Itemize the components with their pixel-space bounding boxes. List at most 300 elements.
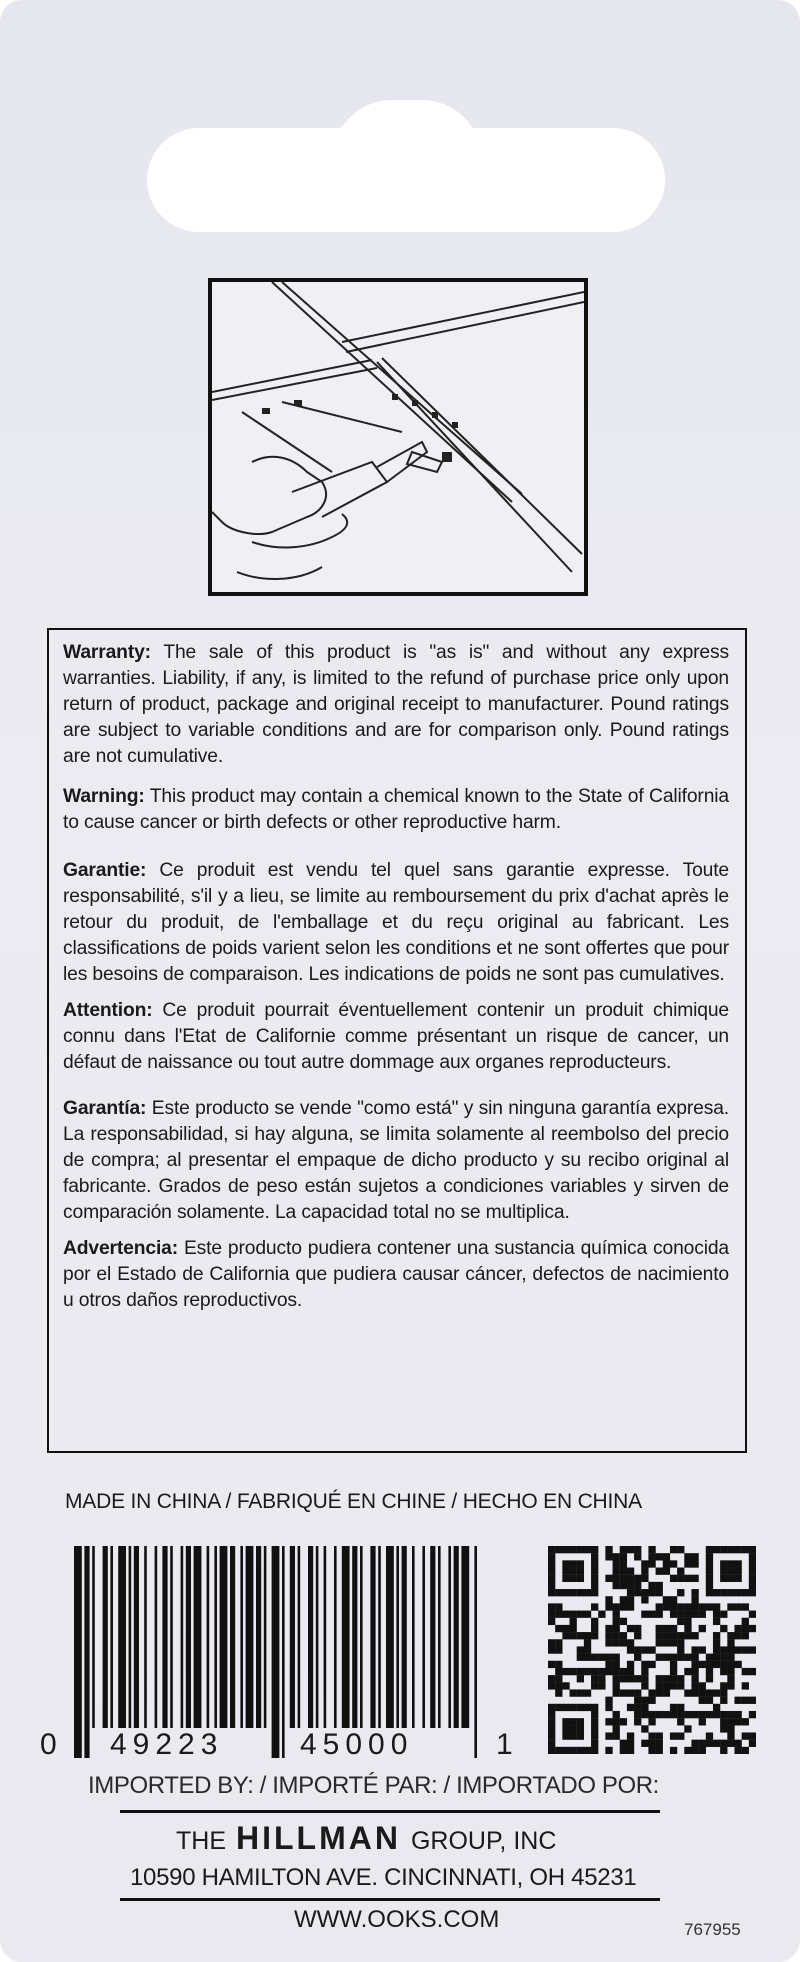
qr-module <box>627 1582 634 1589</box>
qr-module <box>720 1747 727 1754</box>
qr-module <box>734 1546 741 1553</box>
barcode-bar <box>162 1546 167 1728</box>
qr-module <box>684 1654 691 1661</box>
qr-module <box>634 1632 641 1639</box>
qr-module <box>641 1740 648 1747</box>
qr-module <box>570 1704 577 1711</box>
qr-module <box>691 1675 698 1682</box>
paragraph-text: Este producto pudiera contener una sustancia química conocida por el Estado de California que pudiera causar cáncer, defectos de nacimiento u otros daños reproductivos. <box>63 1238 729 1311</box>
paragraph-text: This product may contain a chemical known to the State of California to cause cancer or birth defects or other reproductive harm. <box>63 786 729 833</box>
barcode-bar <box>290 1546 295 1728</box>
qr-module <box>641 1675 648 1682</box>
qr-module <box>598 1675 605 1682</box>
qr-module <box>691 1589 698 1596</box>
barcode-bar <box>240 1546 243 1728</box>
qr-module <box>598 1682 605 1689</box>
qr-module <box>656 1625 663 1632</box>
qr-module <box>555 1546 562 1553</box>
qr-module <box>562 1718 569 1725</box>
barcode-bar <box>194 1546 202 1728</box>
qr-module <box>727 1632 734 1639</box>
qr-module <box>584 1654 591 1661</box>
barcode-bar <box>412 1546 415 1728</box>
qr-module <box>584 1546 591 1553</box>
barcode-bar <box>370 1546 375 1728</box>
qr-module <box>663 1625 670 1632</box>
qr-module <box>749 1732 756 1739</box>
qr-module <box>620 1553 627 1560</box>
qr-module <box>727 1675 734 1682</box>
qr-module <box>699 1661 706 1668</box>
qr-module <box>713 1603 720 1610</box>
qr-module <box>699 1646 706 1653</box>
qr-module <box>648 1546 655 1553</box>
qr-module <box>634 1546 641 1553</box>
qr-module <box>706 1582 713 1589</box>
qr-module <box>734 1740 741 1747</box>
qr-module <box>727 1668 734 1675</box>
qr-module <box>734 1632 741 1639</box>
qr-module <box>677 1546 684 1553</box>
qr-module <box>656 1654 663 1661</box>
qr-module <box>749 1711 756 1718</box>
qr-module <box>648 1553 655 1560</box>
qr-module <box>548 1675 555 1682</box>
qr-module <box>555 1704 562 1711</box>
qr-module <box>706 1589 713 1596</box>
qr-module <box>577 1747 584 1754</box>
barcode-bar <box>134 1546 139 1728</box>
qr-module <box>648 1661 655 1668</box>
qr-module <box>742 1732 749 1739</box>
qr-module <box>605 1625 612 1632</box>
barcode-bar <box>118 1546 126 1728</box>
qr-module <box>663 1711 670 1718</box>
qr-module <box>670 1603 677 1610</box>
qr-module <box>591 1575 598 1582</box>
qr-module <box>670 1704 677 1711</box>
qr-module <box>627 1668 634 1675</box>
paragraph-label: Advertencia: <box>63 1238 178 1259</box>
qr-module <box>627 1689 634 1696</box>
qr-module <box>548 1618 555 1625</box>
qr-module <box>591 1704 598 1711</box>
qr-module <box>620 1668 627 1675</box>
qr-module <box>641 1646 648 1653</box>
qr-module <box>713 1654 720 1661</box>
qr-module <box>591 1625 598 1632</box>
qr-module <box>548 1661 555 1668</box>
qr-module <box>742 1682 749 1689</box>
qr-module <box>656 1747 663 1754</box>
barcode-bar <box>256 1546 261 1728</box>
qr-module <box>570 1668 577 1675</box>
qr-module <box>699 1711 706 1718</box>
qr-module <box>656 1553 663 1560</box>
qr-module <box>648 1611 655 1618</box>
qr-module <box>663 1568 670 1575</box>
qr-module <box>548 1732 555 1739</box>
qr-module <box>691 1654 698 1661</box>
qr-module <box>577 1654 584 1661</box>
qr-module <box>613 1560 620 1567</box>
qr-module <box>656 1589 663 1596</box>
qr-module <box>727 1546 734 1553</box>
qr-module <box>699 1689 706 1696</box>
qr-module <box>670 1682 677 1689</box>
qr-module <box>613 1618 620 1625</box>
qr-module <box>605 1546 612 1553</box>
qr-module <box>613 1553 620 1560</box>
qr-module <box>684 1618 691 1625</box>
barcode-bar <box>378 1546 381 1728</box>
qr-module <box>555 1625 562 1632</box>
qr-module <box>691 1611 698 1618</box>
qr-module <box>734 1718 741 1725</box>
qr-module <box>663 1639 670 1646</box>
qr-module <box>613 1625 620 1632</box>
qr-module <box>670 1632 677 1639</box>
qr-module <box>627 1589 634 1596</box>
qr-module <box>555 1747 562 1754</box>
qr-module <box>641 1568 648 1575</box>
qr-module <box>720 1697 727 1704</box>
qr-module <box>727 1725 734 1732</box>
qr-module <box>720 1589 727 1596</box>
barcode-bar <box>438 1546 441 1728</box>
qr-module <box>548 1546 555 1553</box>
qr-module <box>555 1611 562 1618</box>
qr-module <box>648 1711 655 1718</box>
qr-module <box>613 1603 620 1610</box>
qr-module <box>713 1618 720 1625</box>
qr-module <box>749 1560 756 1567</box>
qr-module <box>720 1611 727 1618</box>
qr-module <box>613 1718 620 1725</box>
qr-module <box>742 1618 749 1625</box>
qr-module <box>713 1689 720 1696</box>
qr-module <box>684 1689 691 1696</box>
barcode-bar <box>386 1546 394 1728</box>
qr-module <box>713 1704 720 1711</box>
qr-module <box>742 1625 749 1632</box>
qr-module <box>577 1668 584 1675</box>
qr-module <box>577 1546 584 1553</box>
qr-module <box>620 1575 627 1582</box>
qr-module <box>591 1582 598 1589</box>
qr-module <box>584 1589 591 1596</box>
barcode-bar <box>144 1546 147 1728</box>
divider <box>120 1898 660 1901</box>
qr-module <box>570 1689 577 1696</box>
qr-module <box>627 1596 634 1603</box>
barcode-bar <box>170 1546 173 1728</box>
qr-module <box>548 1553 555 1560</box>
qr-module <box>548 1611 555 1618</box>
qr-module <box>584 1747 591 1754</box>
qr-module <box>749 1611 756 1618</box>
qr-module <box>555 1646 562 1653</box>
qr-module <box>613 1668 620 1675</box>
qr-module <box>663 1632 670 1639</box>
qr-module <box>570 1560 577 1567</box>
barcode-bar <box>207 1546 210 1728</box>
qr-module <box>613 1682 620 1689</box>
hang-hole <box>147 128 665 232</box>
barcode-bar <box>334 1546 337 1728</box>
qr-module <box>613 1661 620 1668</box>
qr-module <box>562 1611 569 1618</box>
qr-module <box>591 1553 598 1560</box>
qr-module <box>677 1589 684 1596</box>
qr-module <box>720 1661 727 1668</box>
qr-module <box>605 1603 612 1610</box>
qr-module <box>670 1711 677 1718</box>
qr-module <box>677 1711 684 1718</box>
qr-module <box>620 1546 627 1553</box>
qr-module <box>677 1682 684 1689</box>
qr-module <box>684 1725 691 1732</box>
item-code: 767955 <box>684 1920 741 1939</box>
barcode-bar <box>474 1546 477 1758</box>
qr-module <box>562 1632 569 1639</box>
qr-module <box>634 1675 641 1682</box>
qr-module <box>584 1611 591 1618</box>
qr-module <box>591 1747 598 1754</box>
barcode-bar <box>324 1546 327 1728</box>
qr-module <box>577 1560 584 1567</box>
ceiling-grid-clip-icon <box>212 282 584 592</box>
barcode-left-digit: 0 <box>40 1728 63 1761</box>
qr-module <box>605 1704 612 1711</box>
qr-module <box>656 1740 663 1747</box>
qr-module <box>591 1603 598 1610</box>
qr-module <box>663 1596 670 1603</box>
qr-module <box>727 1560 734 1567</box>
qr-module <box>742 1697 749 1704</box>
barcode-bar <box>448 1546 451 1728</box>
qr-module <box>620 1582 627 1589</box>
qr-module <box>677 1618 684 1625</box>
paragraph-text: Ce produit est vendu tel quel sans garantie expresse. Toute responsabilité, s'il y a lieu, se limite au remboursement du prix d'achat après le retour du produit, de l'emballage et du reçu original au fabricant. Les classifications de poids varient selon les conditions et ne sont offertes que pour les besoins de comparaison. Les indications de poids ne sont pas cumulatives. <box>63 860 729 985</box>
qr-module <box>598 1668 605 1675</box>
qr-module <box>684 1603 691 1610</box>
qr-module <box>734 1603 741 1610</box>
qr-module <box>605 1732 612 1739</box>
barcode-bar <box>298 1546 301 1728</box>
qr-module <box>620 1718 627 1725</box>
qr-module <box>699 1611 706 1618</box>
qr-module <box>749 1625 756 1632</box>
qr-module <box>670 1575 677 1582</box>
qr-module <box>605 1553 612 1560</box>
qr-module <box>720 1568 727 1575</box>
qr-module <box>641 1575 648 1582</box>
qr-module <box>605 1639 612 1646</box>
qr-module <box>548 1718 555 1725</box>
qr-module <box>641 1697 648 1704</box>
qr-module <box>734 1625 741 1632</box>
barcode-bar <box>461 1546 469 1728</box>
paragraph-garantia <box>63 1096 729 1226</box>
paragraph-text: Ce produit pourrait éventuellement contenir un produit chimique connu dans l'Etat de Californie comme présentant un risque de cancer, un défaut de naissance ou tout autre dommage aux organes reproducteurs. <box>63 1000 729 1073</box>
qr-module <box>548 1575 555 1582</box>
qr-module <box>670 1661 677 1668</box>
qr-module <box>677 1568 684 1575</box>
qr-module <box>656 1675 663 1682</box>
qr-module <box>548 1725 555 1732</box>
barcode-icon <box>70 1546 490 1758</box>
qr-module <box>605 1747 612 1754</box>
qr-module <box>613 1711 620 1718</box>
qr-module <box>620 1675 627 1682</box>
qr-module <box>591 1654 598 1661</box>
qr-module <box>727 1575 734 1582</box>
qr-module <box>684 1625 691 1632</box>
qr-module <box>691 1711 698 1718</box>
made-in-label: MADE IN CHINA / FABRIQUÉ EN CHINE / HECHO EN CHINA <box>65 1490 642 1513</box>
qr-module <box>648 1718 655 1725</box>
qr-module <box>706 1711 713 1718</box>
qr-module <box>656 1732 663 1739</box>
qr-module <box>562 1732 569 1739</box>
paragraph-text: Este producto se vende "como está" y sin ninguna garantía expresa. La responsabilidad, si hay alguna, se limita solamente al reembolso del precio de compra; al presentar el empaque de dicho producto y su recibo original al fabricante. Grados de peso están sujetos a condiciones variables y sirven de comparación solamente. La capacidad total no se multiplica. <box>63 1098 729 1223</box>
qr-module <box>727 1661 734 1668</box>
qr-module <box>577 1589 584 1596</box>
barcode-bar <box>103 1546 108 1728</box>
barcode-bar <box>181 1546 184 1728</box>
qr-module <box>570 1632 577 1639</box>
qr-module <box>699 1747 706 1754</box>
qr-module <box>591 1618 598 1625</box>
qr-module <box>742 1747 749 1754</box>
qr-module <box>706 1732 713 1739</box>
qr-module <box>613 1732 620 1739</box>
qr-module <box>562 1625 569 1632</box>
qr-module <box>691 1575 698 1582</box>
qr-module <box>684 1711 691 1718</box>
qr-module <box>670 1596 677 1603</box>
qr-module <box>720 1654 727 1661</box>
qr-module <box>591 1546 598 1553</box>
qr-module <box>677 1639 684 1646</box>
qr-module <box>706 1668 713 1675</box>
qr-module <box>591 1675 598 1682</box>
qr-module <box>570 1618 577 1625</box>
qr-module <box>713 1661 720 1668</box>
qr-module <box>648 1560 655 1567</box>
qr-code-icon <box>548 1546 756 1754</box>
qr-module <box>577 1611 584 1618</box>
website-label: WWW.OOKS.COM <box>294 1906 500 1933</box>
qr-module <box>713 1711 720 1718</box>
qr-module <box>627 1639 634 1646</box>
qr-module <box>727 1646 734 1653</box>
qr-module <box>562 1575 569 1582</box>
qr-module <box>742 1646 749 1653</box>
qr-module <box>663 1654 670 1661</box>
qr-module <box>749 1582 756 1589</box>
qr-module <box>634 1704 641 1711</box>
qr-module <box>720 1689 727 1696</box>
imported-by-label: IMPORTED BY: / IMPORTÉ PAR: / IMPORTADO POR: <box>88 1772 659 1799</box>
qr-module <box>699 1625 706 1632</box>
barcode-bar <box>155 1546 158 1728</box>
barcode-bar <box>454 1546 459 1728</box>
qr-module <box>684 1668 691 1675</box>
qr-module <box>663 1560 670 1567</box>
qr-module <box>548 1639 555 1646</box>
qr-module <box>548 1568 555 1575</box>
qr-module <box>713 1632 720 1639</box>
qr-module <box>627 1603 634 1610</box>
qr-module <box>648 1646 655 1653</box>
barcode-bar <box>214 1546 217 1728</box>
qr-module <box>648 1582 655 1589</box>
qr-module <box>613 1611 620 1618</box>
barcode-bar <box>74 1546 82 1758</box>
barcode-bar <box>220 1546 228 1728</box>
ceiling-clip-illustration <box>208 278 588 596</box>
qr-module <box>627 1646 634 1653</box>
qr-module <box>713 1740 720 1747</box>
qr-module <box>706 1654 713 1661</box>
qr-module <box>670 1546 677 1553</box>
qr-module <box>577 1732 584 1739</box>
qr-module <box>627 1625 634 1632</box>
qr-module <box>605 1668 612 1675</box>
qr-module <box>577 1689 584 1696</box>
qr-module <box>691 1682 698 1689</box>
qr-module <box>620 1689 627 1696</box>
qr-module <box>677 1732 684 1739</box>
qr-module <box>734 1589 741 1596</box>
qr-module <box>691 1632 698 1639</box>
qr-module <box>605 1632 612 1639</box>
company-address: 10590 HAMILTON AVE. CINCINNATI, OH 45231 <box>130 1864 637 1891</box>
qr-module <box>634 1711 641 1718</box>
barcode-bar <box>84 1546 89 1758</box>
qr-module <box>591 1711 598 1718</box>
qr-module <box>634 1582 641 1589</box>
qr-module <box>699 1682 706 1689</box>
barcode-bar <box>402 1546 407 1728</box>
qr-module <box>548 1682 555 1689</box>
company-suffix: GROUP, INC <box>410 1827 557 1855</box>
qr-module <box>677 1646 684 1653</box>
qr-module <box>684 1611 691 1618</box>
qr-module <box>691 1740 698 1747</box>
barcode-bar <box>316 1546 319 1728</box>
qr-module <box>634 1718 641 1725</box>
qr-module <box>562 1546 569 1553</box>
qr-module <box>548 1589 555 1596</box>
qr-module <box>605 1661 612 1668</box>
qr-module <box>613 1575 620 1582</box>
qr-module <box>577 1632 584 1639</box>
qr-module <box>570 1589 577 1596</box>
qr-module <box>648 1697 655 1704</box>
qr-module <box>641 1611 648 1618</box>
qr-module <box>749 1589 756 1596</box>
qr-module <box>720 1646 727 1653</box>
qr-module <box>577 1675 584 1682</box>
qr-module <box>720 1718 727 1725</box>
qr-module <box>641 1704 648 1711</box>
qr-module <box>548 1704 555 1711</box>
qr-module <box>706 1675 713 1682</box>
qr-module <box>749 1668 756 1675</box>
